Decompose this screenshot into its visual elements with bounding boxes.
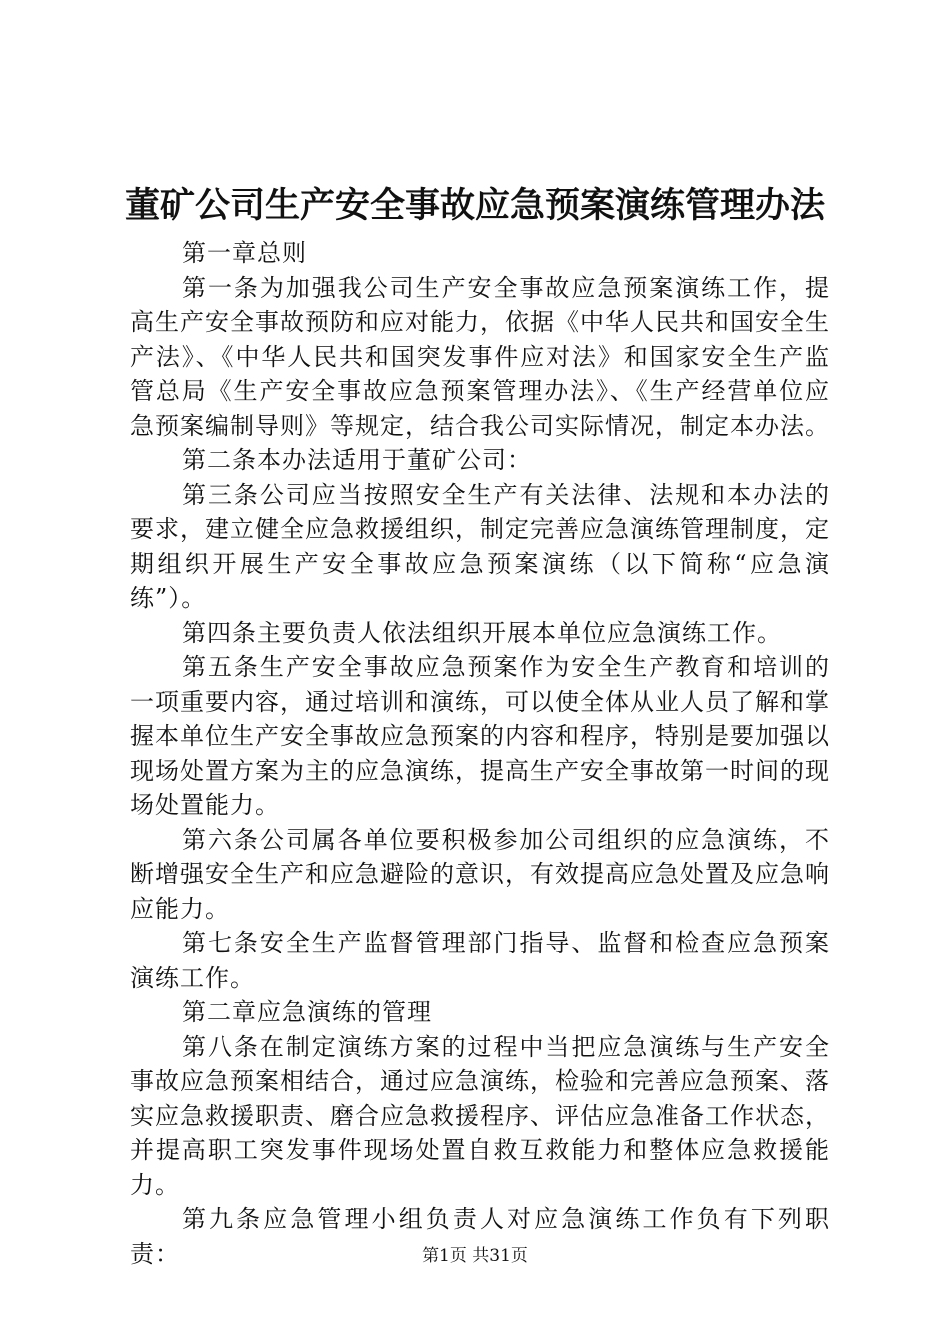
chapter-heading: 第二章应急演练的管理 — [182, 998, 432, 1026]
document-title: 董矿公司生产安全事故应急预案演练管理办法 — [124, 185, 825, 226]
page-number: 第1页 共31页 — [422, 1246, 528, 1266]
article-paragraph: 第四条主要负责人依法组织开展本单位应急演练工作。 — [182, 618, 782, 647]
article-paragraph: 第八条在制定演练方案的过程中当把应急演练与生产安全事故应急预案相结合，通过应急演练，检验和完善应急预案、落实应急救援职责、磨合应急救援程序、评估应急准备工作状态，并提高职工突发事件现场处置自救互救能力和整体应急救援能力。 — [130, 1032, 830, 1199]
article-paragraph: 第一条为加强我公司生产安全事故应急预案演练工作，提高生产安全事故预防和应对能力，依据《中华人民共和国安全生产法》、《中华人民共和国突发事件应对法》和国家安全生产监管总局《生产安全事故应急预案管理办法》、《生产经营单位应急预案编制导则》等规定，结合我公司实际情况，制定本办法。 — [130, 273, 830, 440]
article-paragraph: 第二条本办法适用于董矿公司： — [182, 446, 532, 474]
chapter-heading: 第一章总则 — [182, 239, 307, 267]
document-body — [130, 236, 830, 1271]
article-paragraph: 第九条应急管理小组负责人对应急演练工作负有下列职责： — [130, 1205, 830, 1268]
article-paragraph: 第三条公司应当按照安全生产有关法律、法规和本办法的要求，建立健全应急救援组织，制定完善应急演练管理制度，定期组织开展生产安全事故应急预案演练（以下简称“应急演练”）。 — [130, 480, 830, 612]
article-paragraph: 第六条公司属各单位要积极参加公司组织的应急演练，不断增强安全生产和应急避险的意识，有效提高应急处置及应急响应能力。 — [130, 825, 830, 923]
article-paragraph: 第五条生产安全事故应急预案作为安全生产教育和培训的一项重要内容，通过培训和演练，可以使全体从业人员了解和掌握本单位生产安全事故应急预案的内容和程序，特别是要加强以现场处置方案为主的应急演练，提高生产安全事故第一时间的现场处置能力。 — [130, 653, 830, 819]
article-paragraph: 第七条安全生产监督管理部门指导、监督和检查应急预案演练工作。 — [130, 929, 830, 992]
